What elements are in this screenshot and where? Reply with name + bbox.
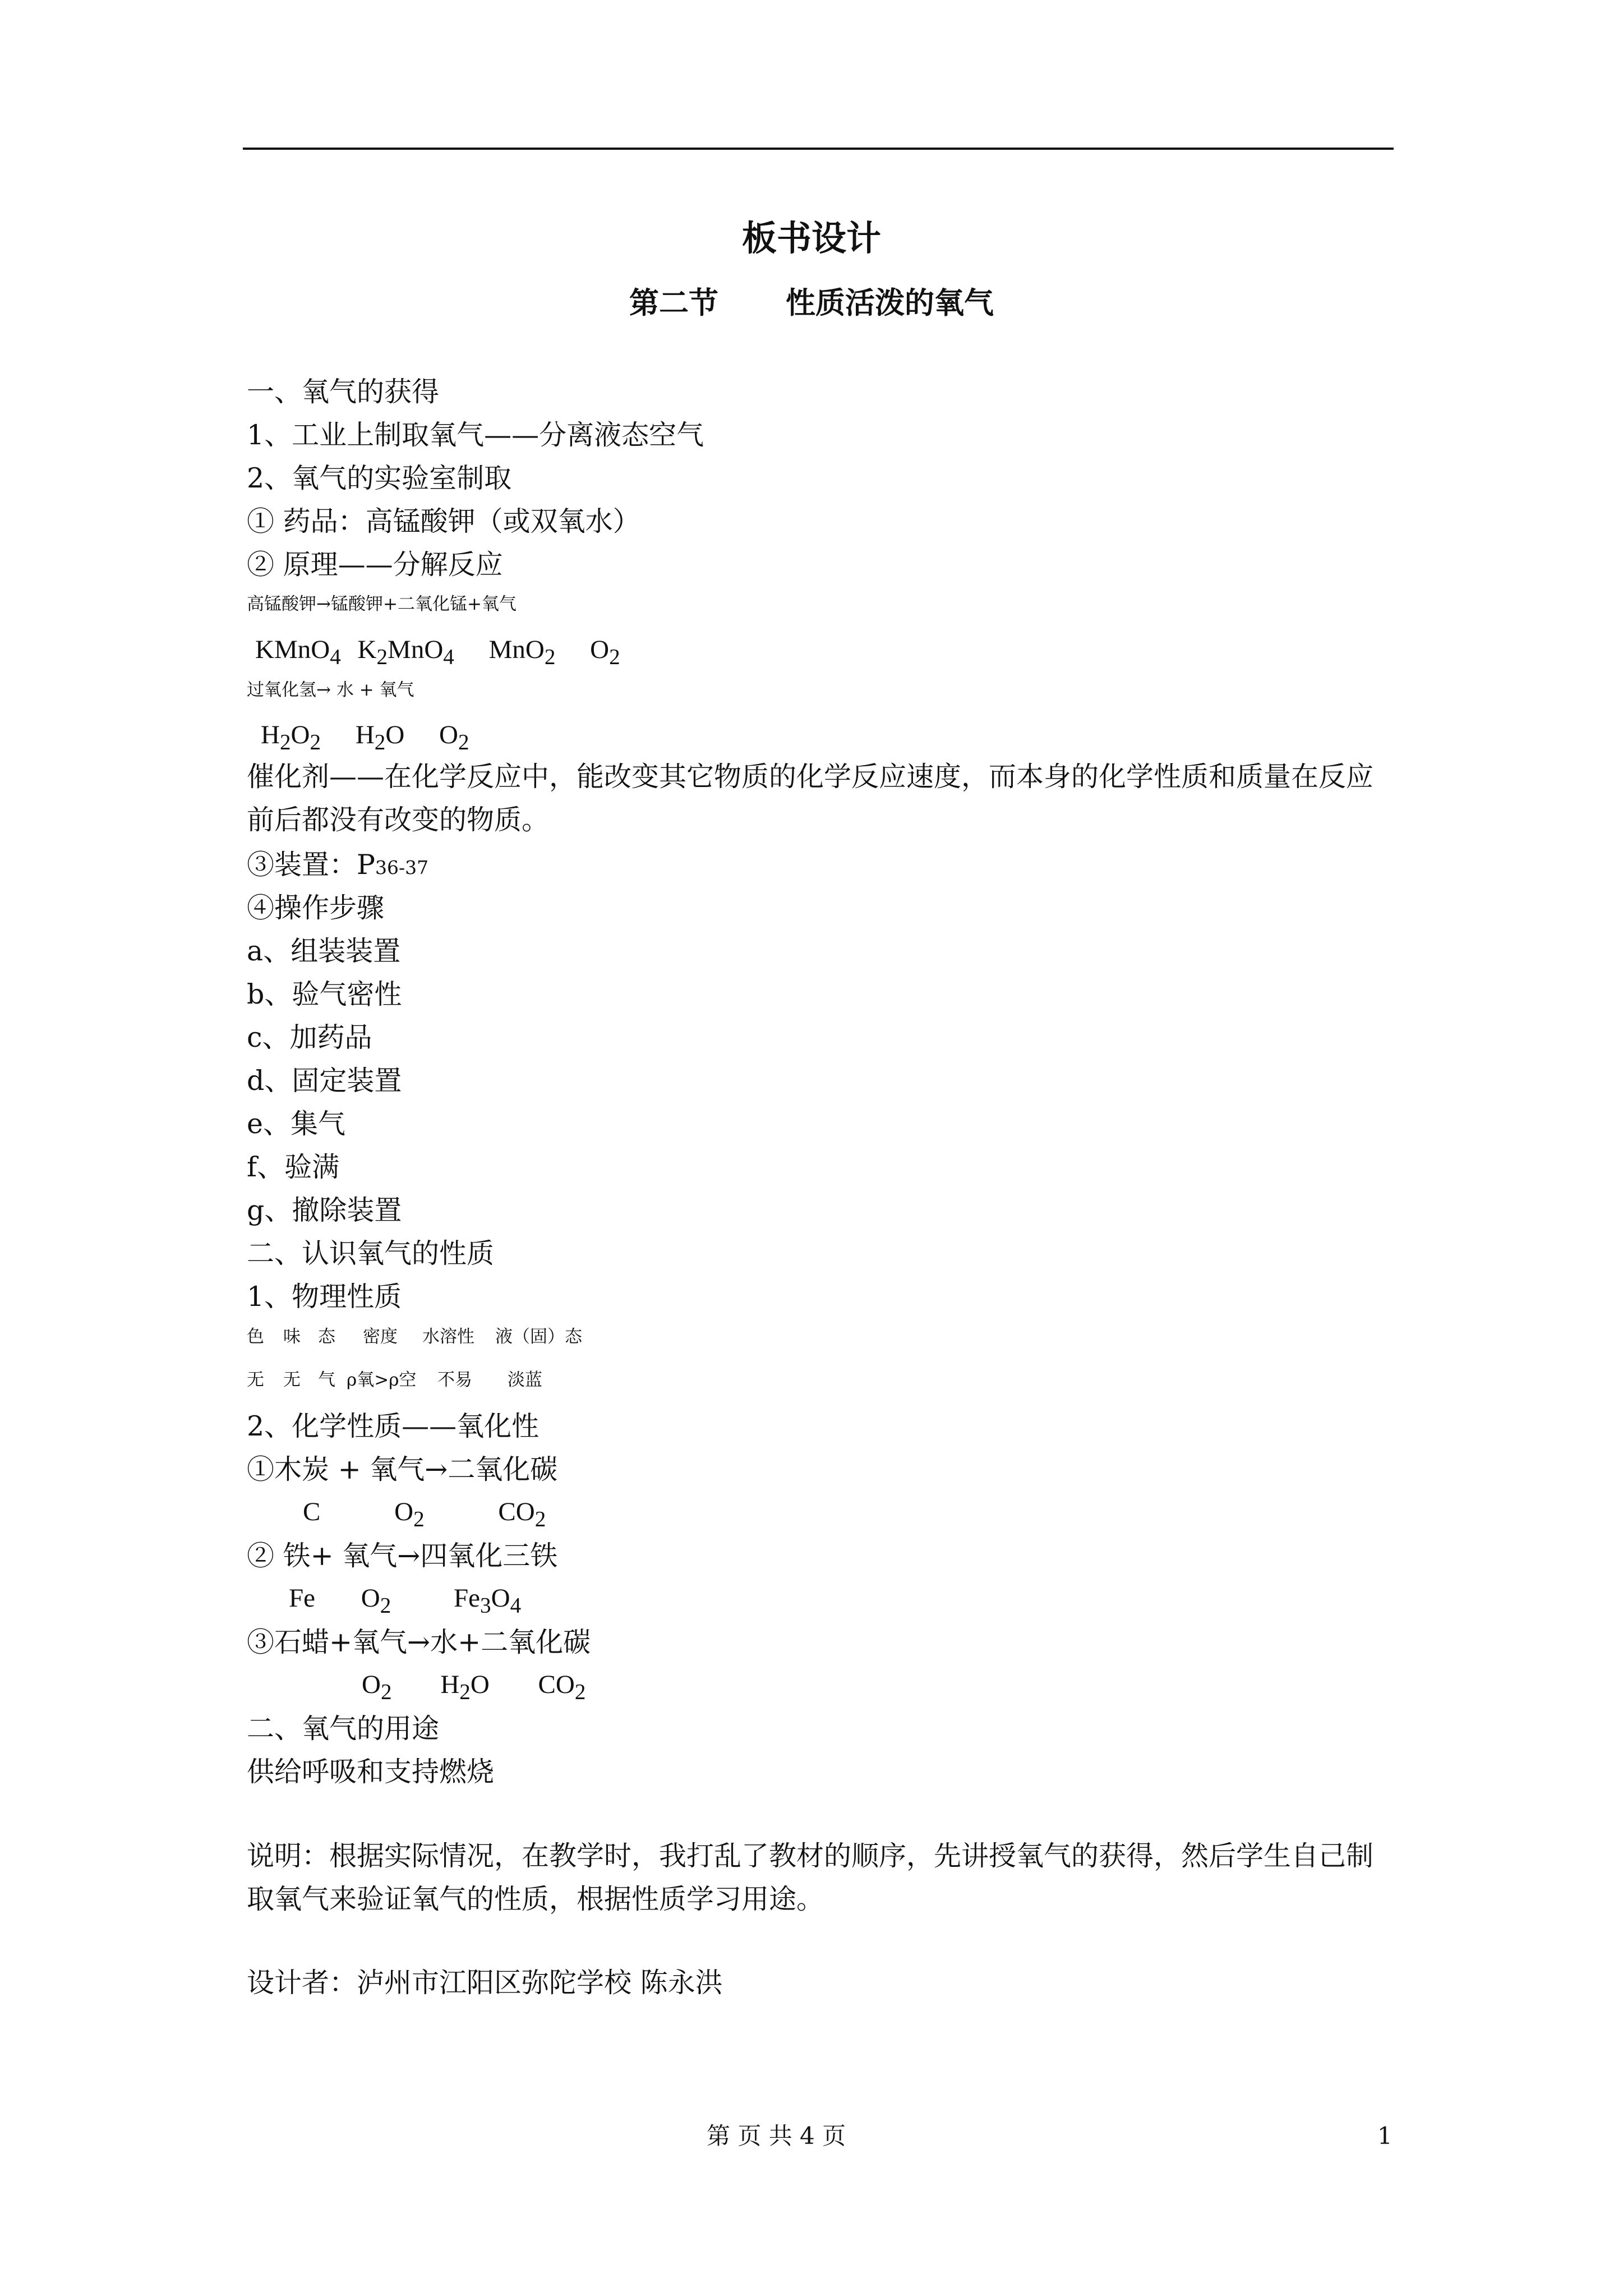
line-principle: ② 原理——分解反应 (247, 549, 503, 581)
line-device: ③装置：P36-37 (247, 849, 429, 881)
formula-fe3o4: $Fe_3O_4$ (454, 1584, 522, 1618)
step-b: b、验气密性 (247, 978, 402, 1010)
header-rule (243, 148, 1394, 150)
heading-uses: 二、氧气的用途 (247, 1713, 440, 1745)
formula-fe: Fe (289, 1584, 315, 1613)
formula-co2: $CO_2$ (538, 1670, 586, 1704)
reaction-iron: ② 铁+ 氧气→四氧化三铁 (247, 1540, 558, 1572)
formula-h2o: $H_2O$ (440, 1670, 490, 1704)
teaching-note: 说明：根据实际情况，在教学时，我打乱了教材的顺序，先讲授氧气的获得，然后学生自己制取氧气来验证氧气的性质，根据性质学习用途。 (247, 1840, 1374, 1915)
reaction-paraffin: ③石蜡+氧气→水+二氧化碳 (247, 1626, 591, 1658)
phys-header-state: 态 (318, 1327, 335, 1347)
phys-header-smell: 味 (283, 1327, 301, 1347)
line-reagents: ① 药品：高锰酸钾（或双氧水） (247, 505, 640, 537)
formula-o2: $O_2$ (362, 1670, 392, 1704)
heading-obtaining-oxygen: 一、氧气的获得 (247, 376, 440, 408)
reaction-charcoal: ①木炭 + 氧气→二氧化碳 (247, 1453, 558, 1485)
steps-title: ④操作步骤 (247, 892, 385, 924)
formula-o2: $O_2$ (439, 720, 469, 754)
step-c: c、加药品 (247, 1022, 372, 1053)
reaction1-words: 高锰酸钾→锰酸钾+二氧化锰+氧气 (247, 594, 517, 614)
step-d: d、固定装置 (247, 1065, 402, 1097)
charcoal-formulas (303, 1495, 546, 1536)
section-subtitle (0, 283, 1623, 323)
footer-page-count: 第 页 共 4 页 (707, 2122, 846, 2150)
heading-properties: 二、认识氧气的性质 (247, 1237, 495, 1269)
formula-c: C (303, 1497, 321, 1526)
line-industrial: 1、工业上制取氧气——分离液态空气 (247, 419, 704, 451)
line-physical: 1、物理性质 (247, 1281, 402, 1313)
line-chemical: 2、化学性质——氧化性 (247, 1410, 540, 1442)
iron-formulas (289, 1581, 521, 1622)
line-uses: 供给呼吸和支持燃烧 (247, 1756, 495, 1788)
page-title: 板书设计 (741, 218, 881, 259)
reaction2-formulas (261, 718, 469, 759)
formula-o2: $O_2$ (590, 635, 620, 669)
step-g: g、撤除装置 (247, 1194, 402, 1226)
phys-value-solubility: 不易 (437, 1370, 472, 1390)
paraffin-formulas (362, 1668, 585, 1709)
formula-o2: $O_2$ (361, 1584, 391, 1618)
formula-h2o: $H_2O$ (355, 720, 405, 754)
phys-value-liquid: 淡蓝 (508, 1370, 542, 1390)
formula-mno2: MnO$_2$ (488, 635, 556, 669)
phys-value-color: 无 (247, 1370, 264, 1390)
formula-o2: $O_2$ (394, 1497, 425, 1531)
phys-header-liquid: 液（固）态 (495, 1327, 582, 1347)
phys-value-smell: 无 (283, 1370, 301, 1390)
phys-value-density: ρ氧>ρ空 (347, 1370, 417, 1390)
reaction1-formulas (255, 633, 620, 674)
subtitle-section-number: 第二节 (629, 286, 718, 320)
formula-kmno4: KMnO$_4$ (255, 635, 341, 669)
step-a: a、组装装置 (247, 935, 401, 967)
phys-value-state: 气 (318, 1370, 335, 1390)
footer-page-number: 1 (1377, 2122, 1393, 2150)
formula-h2o2: $H_2O_2$ (261, 720, 321, 754)
phys-header-density: 密度 (363, 1327, 398, 1347)
phys-header-solubility: 水溶性 (422, 1327, 474, 1347)
catalyst-definition: 催化剂——在化学反应中，能改变其它物质的化学反应速度，而本身的化学性质和质量在反应前后都没有改变的物质。 (247, 761, 1374, 836)
step-f: f、验满 (247, 1151, 340, 1183)
step-e: e、集气 (247, 1108, 345, 1140)
phys-header-color: 色 (247, 1327, 264, 1347)
line-lab-prep: 2、氧气的实验室制取 (247, 462, 512, 494)
formula-co2: $CO_2$ (498, 1497, 546, 1531)
formula-k2mno4: $K_2MnO_4$ (357, 635, 454, 669)
subtitle-topic: 性质活泼的氧气 (786, 286, 994, 320)
author-line: 设计者：泸州市江阳区弥陀学校 陈永洪 (247, 1967, 723, 1999)
reaction2-words: 过氧化氢→ 水 + 氧气 (247, 680, 414, 700)
